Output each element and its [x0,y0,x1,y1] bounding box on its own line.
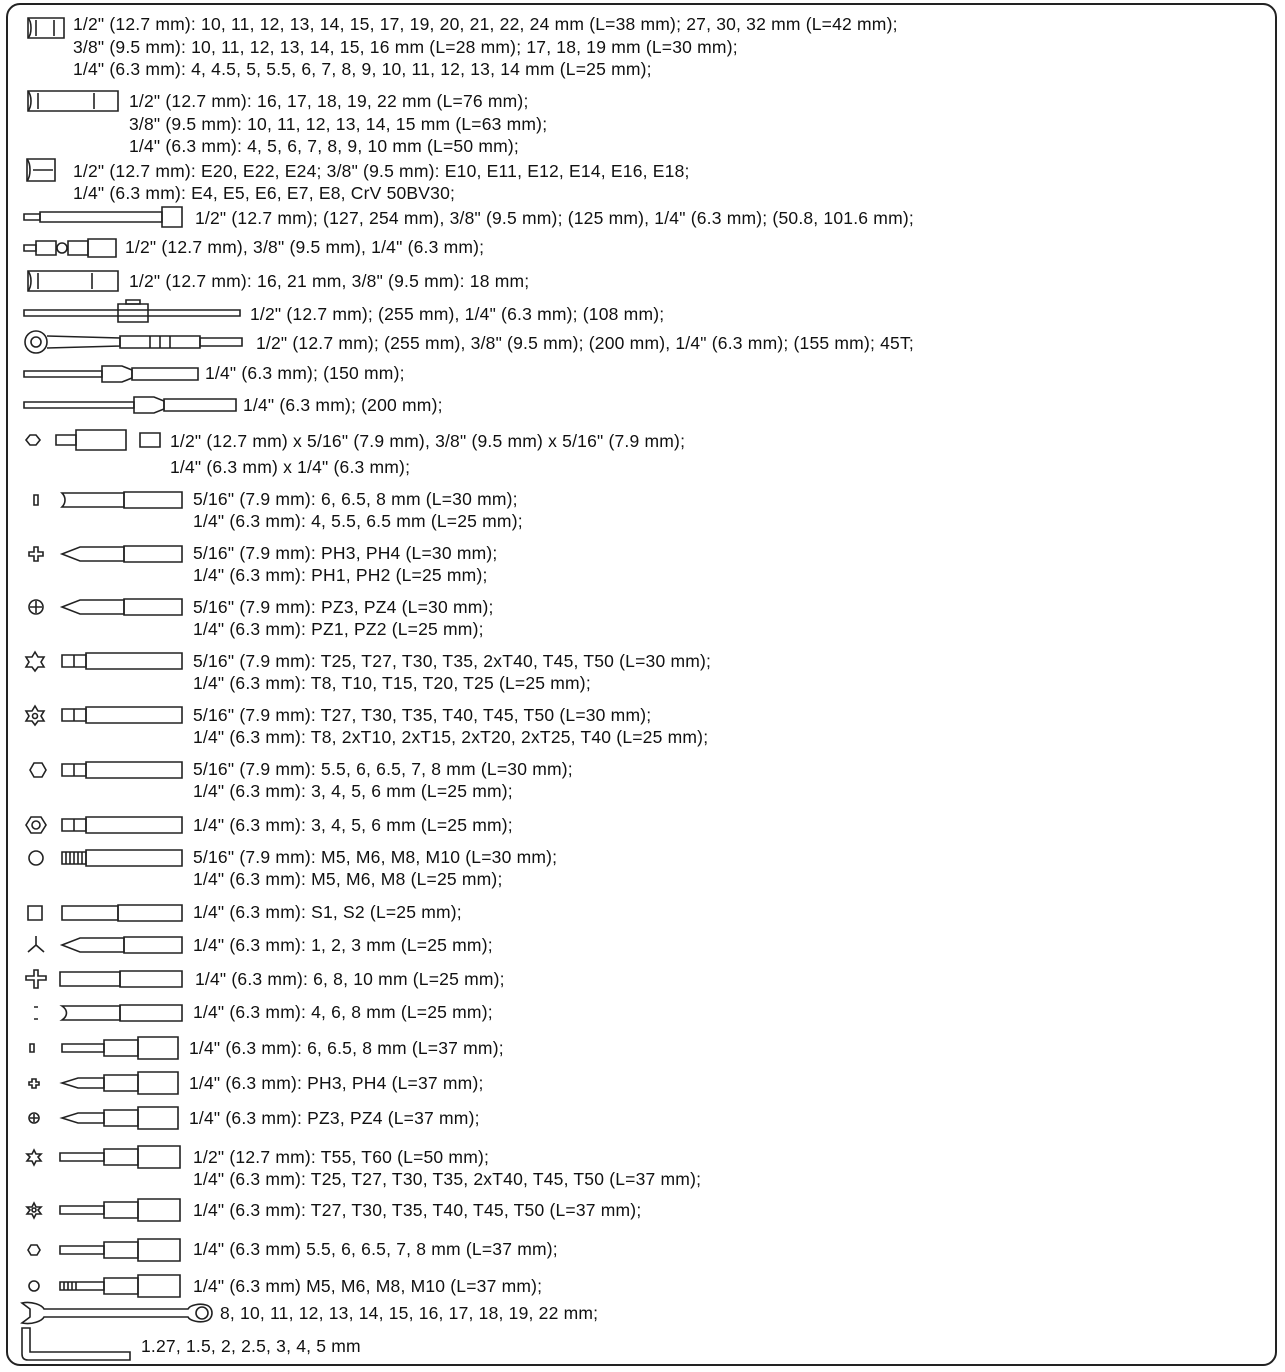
long-screwdriver-handle-icon [22,393,240,417]
item-line: 1/4" (6.3 mm); (150 mm); [205,363,405,383]
item-line: 1/4" (6.3 mm); (200 mm); [243,395,443,415]
short-socket-icon [24,14,68,42]
item-line: 1/4" (6.3 mm): M5, M6, M8 (L=25 mm); [193,869,503,889]
item-line: 1/4" (6.3 mm): T27, T30, T35, T40, T45, T50 (L=37 mm); [193,1200,642,1220]
item-line: 1/4" (6.3 mm): 6, 6.5, 8 mm (L=37 mm); [189,1038,504,1058]
deep-socket-icon [22,88,122,114]
square-bit-icon [22,900,186,926]
e-torx-socket-icon [23,155,59,185]
item-line: 8, 10, 11, 12, 13, 14, 15, 16, 17, 18, 19, 22 mm; [220,1303,599,1323]
item-line: 5/16" (7.9 mm): PZ3, PZ4 (L=30 mm); [193,597,494,617]
item-line: 5/16" (7.9 mm): T25, T27, T30, T35, 2xT40, T45, T50 (L=30 mm); [193,651,712,671]
spark-plug-socket-icon [22,268,122,294]
pozidriv-bit-icon [24,594,186,620]
item-line: 5/16" (7.9 mm): PH3, PH4 (L=30 mm); [193,543,498,563]
spline-bit-socket-icon [20,1272,184,1300]
item-line: 1/4" (6.3 mm): 3, 4, 5, 6 mm (L=25 mm); [193,815,513,835]
item-line: 1/2" (12.7 mm): 16, 21 mm, 3/8" (9.5 mm): 18 mm; [129,271,530,291]
item-line: 1/4" (6.3 mm) x 1/4" (6.3 mm); [170,457,411,477]
tamper-torx-bit-icon [22,702,186,728]
pozidriv-bit-socket-icon [22,1104,182,1132]
item-line: 1/2" (12.7 mm); (127, 254 mm), 3/8" (9.5 mm); (125 mm), 1/4" (6.3 mm); (50.8, 101.6 mm); [195,208,914,228]
item-line: 1/4" (6.3 mm): 4, 6, 8 mm (L=25 mm); [193,1002,493,1022]
sliding-t-bar-icon [22,298,244,328]
item-line: 1/4" (6.3 mm): T25, T27, T30, T35, 2xT40, T45, T50 (L=37 mm); [193,1169,702,1189]
hex-bit-socket-icon [20,1236,184,1264]
item-line: 1/2" (12.7 mm) x 5/16" (7.9 mm), 3/8" (9.5 mm) x 5/16" (7.9 mm); [170,431,686,451]
item-line: 1/4" (6.3 mm): 4, 4.5, 5, 5.5, 6, 7, 8, 9, 10, 11, 12, 13, 14 mm (L=25 mm); [73,59,652,79]
spline-bit-icon [22,845,186,871]
item-line: 3/8" (9.5 mm): 10, 11, 12, 13, 14, 15 mm (L=63 mm); [129,114,548,134]
item-line: 3/8" (9.5 mm): 10, 11, 12, 13, 14, 15, 16 mm (L=28 mm); 17, 18, 19 mm (L=30 mm); [73,37,738,57]
item-line: 1/4" (6.3 mm): T8, T10, T15, T20, T25 (L=25 mm); [193,673,591,693]
item-line: 1/4" (6.3 mm): E4, E5, E6, E7, E8, CrV 50BV30; [73,183,456,203]
item-line: 1/2" (12.7 mm): T55, T60 (L=50 mm); [193,1147,490,1167]
item-line: 5/16" (7.9 mm): 5.5, 6, 6.5, 7, 8 mm (L=30 mm); [193,759,573,779]
slotted-bit-icon [28,488,186,512]
item-line: 1/4" (6.3 mm): PH3, PH4 (L=37 mm); [189,1073,484,1093]
item-line: 5/16" (7.9 mm): T27, T30, T35, T40, T45, T50 (L=30 mm); [193,705,652,725]
item-line: 1/2" (12.7 mm); (255 mm), 3/8" (9.5 mm); (200 mm), 1/4" (6.3 mm); (155 mm); 45T; [256,333,914,353]
hex-bit-icon [22,757,186,783]
extension-bar-icon [22,204,186,230]
phillips-bit-socket-icon [22,1069,182,1097]
ratchet-handle-icon [20,328,246,356]
torq-set-bit-icon [24,966,186,992]
item-line: 1/2" (12.7 mm); (255 mm), 1/4" (6.3 mm); (108 mm); [250,304,665,324]
phillips-bit-icon [24,541,186,567]
item-line: 1/4" (6.3 mm): S1, S2 (L=25 mm); [193,902,462,922]
item-line: 1/4" (6.3 mm): T8, 2xT10, 2xT15, 2xT20, 2xT25, T40 (L=25 mm); [193,727,709,747]
item-line: 1/4" (6.3 mm) 5.5, 6, 6.5, 7, 8 mm (L=37 mm); [193,1239,558,1259]
hex-key-icon [18,1326,134,1366]
item-line: 1/2" (12.7 mm): 10, 11, 12, 13, 14, 15, 17, 19, 20, 21, 22, 24 mm (L=38 mm); 27, 30, 32 mm (L=42 mm); [73,14,898,34]
item-line: 1/2" (12.7 mm), 3/8" (9.5 mm), 1/4" (6.3 mm); [125,237,485,257]
screwdriver-handle-icon [22,362,202,386]
slotted-bit-socket-icon [24,1034,182,1062]
combination-wrench-icon [18,1299,216,1327]
item-line: 1/4" (6.3 mm): PZ1, PZ2 (L=25 mm); [193,619,484,639]
spanner-bit-icon [24,1000,186,1026]
tamper-torx-bit-socket-icon [20,1196,184,1224]
item-line: 5/16" (7.9 mm): 6, 6.5, 8 mm (L=30 mm); [193,489,518,509]
item-line: 1/4" (6.3 mm): 3, 4, 5, 6 mm (L=25 mm); [193,781,513,801]
tamper-hex-bit-icon [22,812,186,838]
torx-bit-socket-icon [20,1143,184,1171]
item-line: 1/4" (6.3 mm): PH1, PH2 (L=25 mm); [193,565,488,585]
item-line: 1/4" (6.3 mm): 1, 2, 3 mm (L=25 mm); [193,935,493,955]
torx-bit-icon [22,648,186,674]
item-line: 1/2" (12.7 mm): 16, 17, 18, 19, 22 mm (L=76 mm); [129,91,529,111]
universal-joint-icon [22,236,120,260]
item-line: 1/4" (6.3 mm): PZ3, PZ4 (L=37 mm); [189,1108,480,1128]
item-line: 5/16" (7.9 mm): M5, M6, M8, M10 (L=30 mm); [193,847,558,867]
bit-adapter-icon [20,426,166,454]
tri-wing-bit-icon [24,932,186,958]
item-line: 1/4" (6.3 mm): 4, 5.5, 6.5 mm (L=25 mm); [193,511,523,531]
item-line: 1/4" (6.3 mm) M5, M6, M8, M10 (L=37 mm); [193,1276,543,1296]
item-line: 1.27, 1.5, 2, 2.5, 3, 4, 5 mm [141,1336,361,1356]
item-line: 1/4" (6.3 mm): 6, 8, 10 mm (L=25 mm); [195,969,505,989]
item-line: 1/4" (6.3 mm): 4, 5, 6, 7, 8, 9, 10 mm (L=50 mm); [129,136,519,156]
item-line: 1/2" (12.7 mm): E20, E22, E24; 3/8" (9.5 mm): E10, E11, E12, E14, E16, E18; [73,161,690,181]
